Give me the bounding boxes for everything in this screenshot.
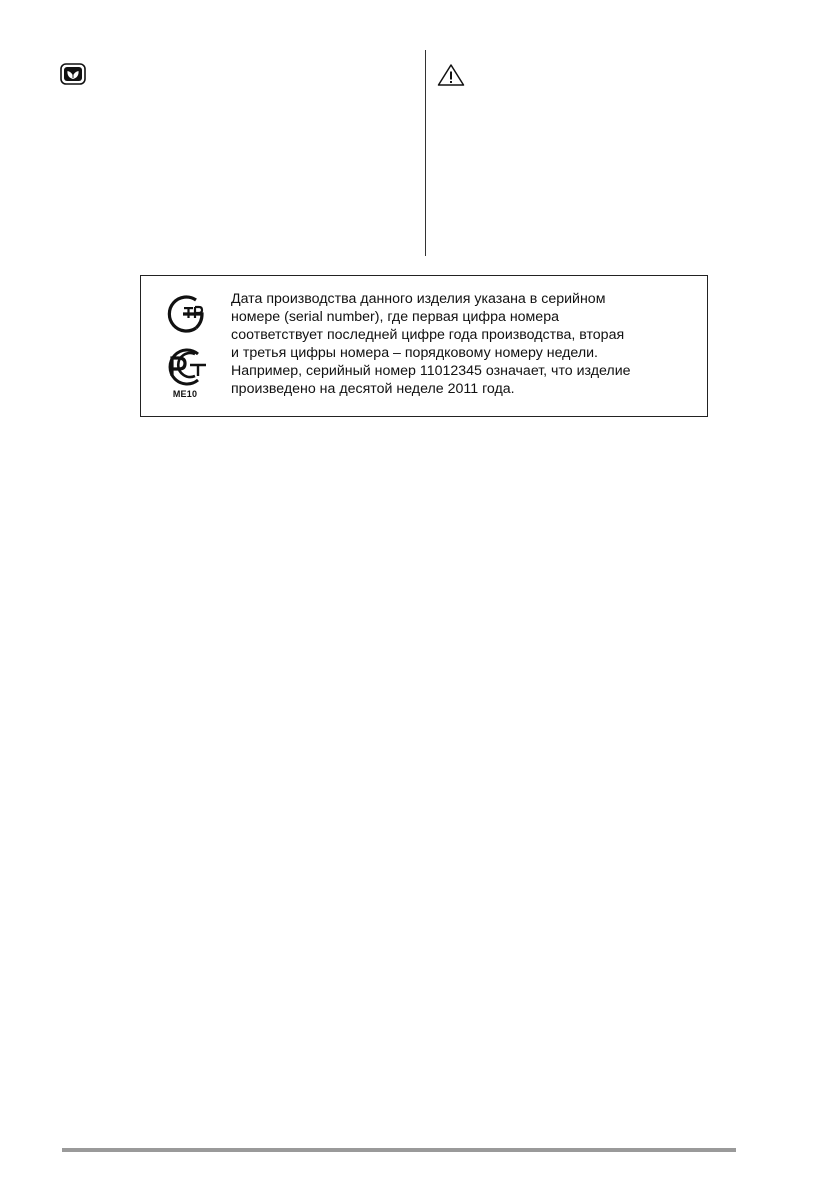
column-divider [425, 50, 426, 256]
certification-note-line: Дата производства данного изделия указана в серийном [231, 291, 606, 307]
pct-logo [162, 346, 208, 388]
environment-icon [60, 63, 86, 85]
certification-note-line: соответствует последней цифре года производства, вторая [231, 327, 625, 344]
certification-note-line: Например, серийный номер 11012345 означает, что изделие [231, 363, 631, 380]
eac-tr-logo [162, 293, 208, 335]
certification-note-box [140, 275, 708, 417]
footer-rule [62, 1148, 736, 1152]
certification-note-line: номере (serial number), где первая цифра номера [231, 309, 559, 326]
warning-icon [437, 63, 465, 87]
certification-note-line: произведено на десятой неделе 2011 года. [231, 381, 515, 398]
certification-note-line: и третья цифры номера – порядковому номеру недели. [231, 345, 598, 362]
certification-note-text [231, 290, 701, 399]
certification-logos [162, 293, 210, 405]
certification-code: ME10 [172, 389, 198, 399]
